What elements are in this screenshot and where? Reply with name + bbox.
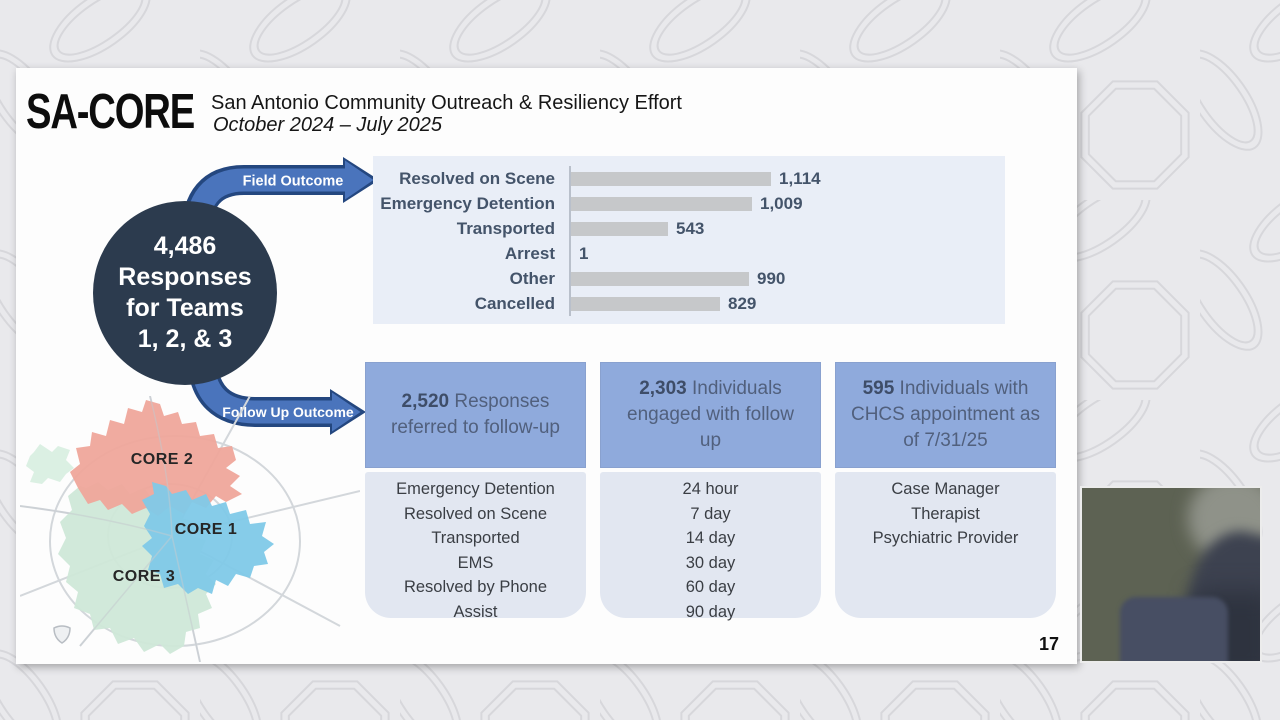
follow-up-count: 2,520 [401, 391, 450, 412]
responses-line: Responses [118, 263, 252, 291]
detail-item: Resolved on Scene [403, 504, 548, 523]
detail-item: Therapist [911, 504, 980, 523]
chart-category-label: Arrest [504, 243, 555, 263]
chart-row [373, 291, 1005, 316]
follow-up-box-text: 2,303 Individuals engaged with follow up [627, 378, 794, 451]
map-region-label-core3: CORE 3 [112, 568, 176, 585]
chart-row [373, 266, 1005, 291]
chart-row [373, 216, 1005, 241]
chart-value-label: 1,114 [779, 168, 821, 188]
follow-up-box [835, 362, 1056, 468]
chart-bar-area [569, 166, 1005, 191]
chart-bar [571, 272, 749, 286]
map-region-label-core2: CORE 2 [130, 451, 194, 468]
detail-item: Resolved by Phone Assist [403, 578, 548, 621]
chart-category-label: Emergency Detention [380, 193, 555, 213]
chart-value-label: 543 [676, 218, 705, 238]
chart-value-label: 1,009 [760, 193, 803, 213]
detail-item: 24 hour [682, 480, 739, 498]
detail-item: EMS [457, 553, 494, 572]
follow-up-detail-items [856, 477, 1036, 551]
responses-line: 1, 2, & 3 [137, 325, 233, 353]
follow-up-box-text: 595 Individuals with CHCS appointment as of 7/31/25 [850, 378, 1041, 451]
webcam-chair [1120, 597, 1228, 663]
follow-up-count: 2,303 [639, 378, 687, 399]
detail-item: 30 day [685, 553, 736, 572]
chart-bar [571, 197, 752, 211]
chart-value-label: 990 [757, 268, 786, 288]
map-region-label-core1: CORE 1 [174, 521, 238, 538]
chart-row [373, 191, 1005, 216]
chart-bar-area [569, 241, 1005, 266]
chart-bar-area [569, 216, 1005, 241]
webcam-video [1080, 486, 1262, 663]
highway-shield-icon [54, 626, 70, 643]
follow-up-detail-list [835, 472, 1056, 618]
follow-up-box [365, 362, 586, 468]
follow-up-column [365, 362, 586, 621]
detail-item: Psychiatric Provider [872, 529, 1019, 547]
chart-category-label: Transported [456, 218, 555, 238]
detail-item: Emergency Detention [396, 480, 555, 498]
follow-up-detail-items [386, 477, 566, 624]
follow-up-column [600, 362, 821, 621]
follow-up-outcome-arrow-label: Follow Up Outcome [222, 404, 354, 420]
chart-bar [571, 172, 771, 186]
page-number: 17 [1038, 634, 1060, 654]
follow-up-box [600, 362, 821, 468]
follow-up-columns [365, 362, 1056, 621]
chart-bar-area [569, 291, 1005, 316]
chart-row [373, 241, 1005, 266]
follow-up-box-text: 2,520 Responses referred to follow-up [391, 391, 560, 438]
responses-total: 4,486 [153, 232, 217, 260]
slide-subtitle: San Antonio Community Outreach & Resiliency Effort [211, 92, 682, 114]
chart-bar-area [569, 266, 1005, 291]
chart-value-label: 1 [579, 243, 589, 263]
detail-item: Case Manager [891, 480, 1000, 498]
chart-category-label: Resolved on Scene [399, 168, 555, 188]
detail-item: 60 day [685, 578, 736, 596]
follow-up-column [835, 362, 1056, 618]
responses-line: for Teams [126, 294, 244, 322]
detail-item: 90 day [685, 602, 736, 621]
follow-up-detail-list [600, 472, 821, 621]
responses-summary-circle [93, 201, 277, 385]
map-region-west-area [26, 444, 74, 484]
chart-value-label: 829 [728, 293, 757, 313]
service-area-map [20, 396, 360, 662]
chart-row [373, 166, 1005, 191]
detail-item: Transported [431, 529, 520, 547]
page-title: SA-CORE [26, 85, 195, 139]
field-outcome-chart [373, 156, 1005, 324]
presentation-slide [16, 68, 1077, 664]
slide-date-range: October 2024 – July 2025 [213, 114, 443, 136]
field-outcome-arrow-label: Field Outcome [242, 173, 344, 190]
chart-category-label: Cancelled [474, 293, 555, 313]
chart-bar-area [569, 191, 1005, 216]
detail-item: 7 day [690, 504, 731, 523]
chart-category-label: Other [509, 268, 555, 288]
chart-bar [571, 222, 668, 236]
follow-up-detail-list [365, 472, 586, 621]
chart-bar [571, 297, 720, 311]
follow-up-count: 595 [862, 378, 895, 399]
follow-up-detail-items [621, 477, 801, 624]
detail-item: 14 day [685, 529, 736, 547]
